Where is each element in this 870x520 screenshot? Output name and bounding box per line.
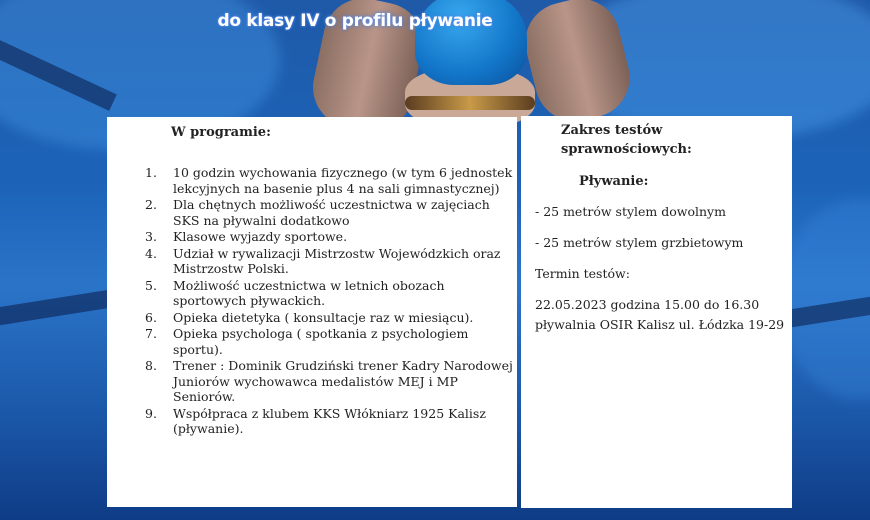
list-item: 1. 10 godzin wychowania fizycznego (w tym 6 jednostek lekcyjnych na basenie plus 4 na sali gimnastycznej) xyxy=(145,165,513,196)
list-item: 4. Udział w rywalizacji Mistrzostw Wojewódzkich oraz Mistrzostw Polski. xyxy=(145,245,501,276)
term-date: 22.05.2023 godzina 15.00 do 16.30 xyxy=(535,297,760,312)
tests-subheading: Pływanie: xyxy=(579,174,649,189)
list-item: 3. Klasowe wyjazdy sportowe. xyxy=(145,229,348,244)
test-item: - 25 metrów stylem dowolnym xyxy=(535,204,726,219)
term-location: pływalnia OSIR Kalisz ul. Łódzka 19-29 xyxy=(535,317,785,332)
test-item: - 25 metrów stylem grzbietowym xyxy=(535,235,744,250)
list-item: 7. Opieka psychologa ( spotkania z psychologiem sportu). xyxy=(145,326,469,357)
tests-panel xyxy=(521,116,792,508)
program-heading: W programie: xyxy=(171,125,271,140)
list-item: 2. Dla chętnych możliwość uczestnictwa w zajęciach SKS na pływalni dodatkowo xyxy=(145,197,490,228)
page-title: do klasy IV o profilu pływanie xyxy=(217,11,493,31)
list-item: 5. Możliwość uczestnictwa w letnich obozach sportowych pływackich. xyxy=(145,277,445,308)
tests-heading: Zakres testów sprawnościowych: xyxy=(561,123,692,157)
list-item: 6. Opieka dietetyka ( konsultacje raz w miesiącu). xyxy=(145,309,474,325)
program-panel xyxy=(107,117,517,507)
list-item: 8. Trener : Dominik Grudziński trener Kadry Narodowej Juniorów wychowawca medalistów MEJ i MP Seniorów. xyxy=(145,358,513,404)
term-label: Termin testów: xyxy=(535,266,630,281)
list-item: 9. Współpraca z klubem KKS Włókniarz 1925 Kalisz (pływanie). xyxy=(145,405,486,436)
program-list xyxy=(145,165,513,438)
